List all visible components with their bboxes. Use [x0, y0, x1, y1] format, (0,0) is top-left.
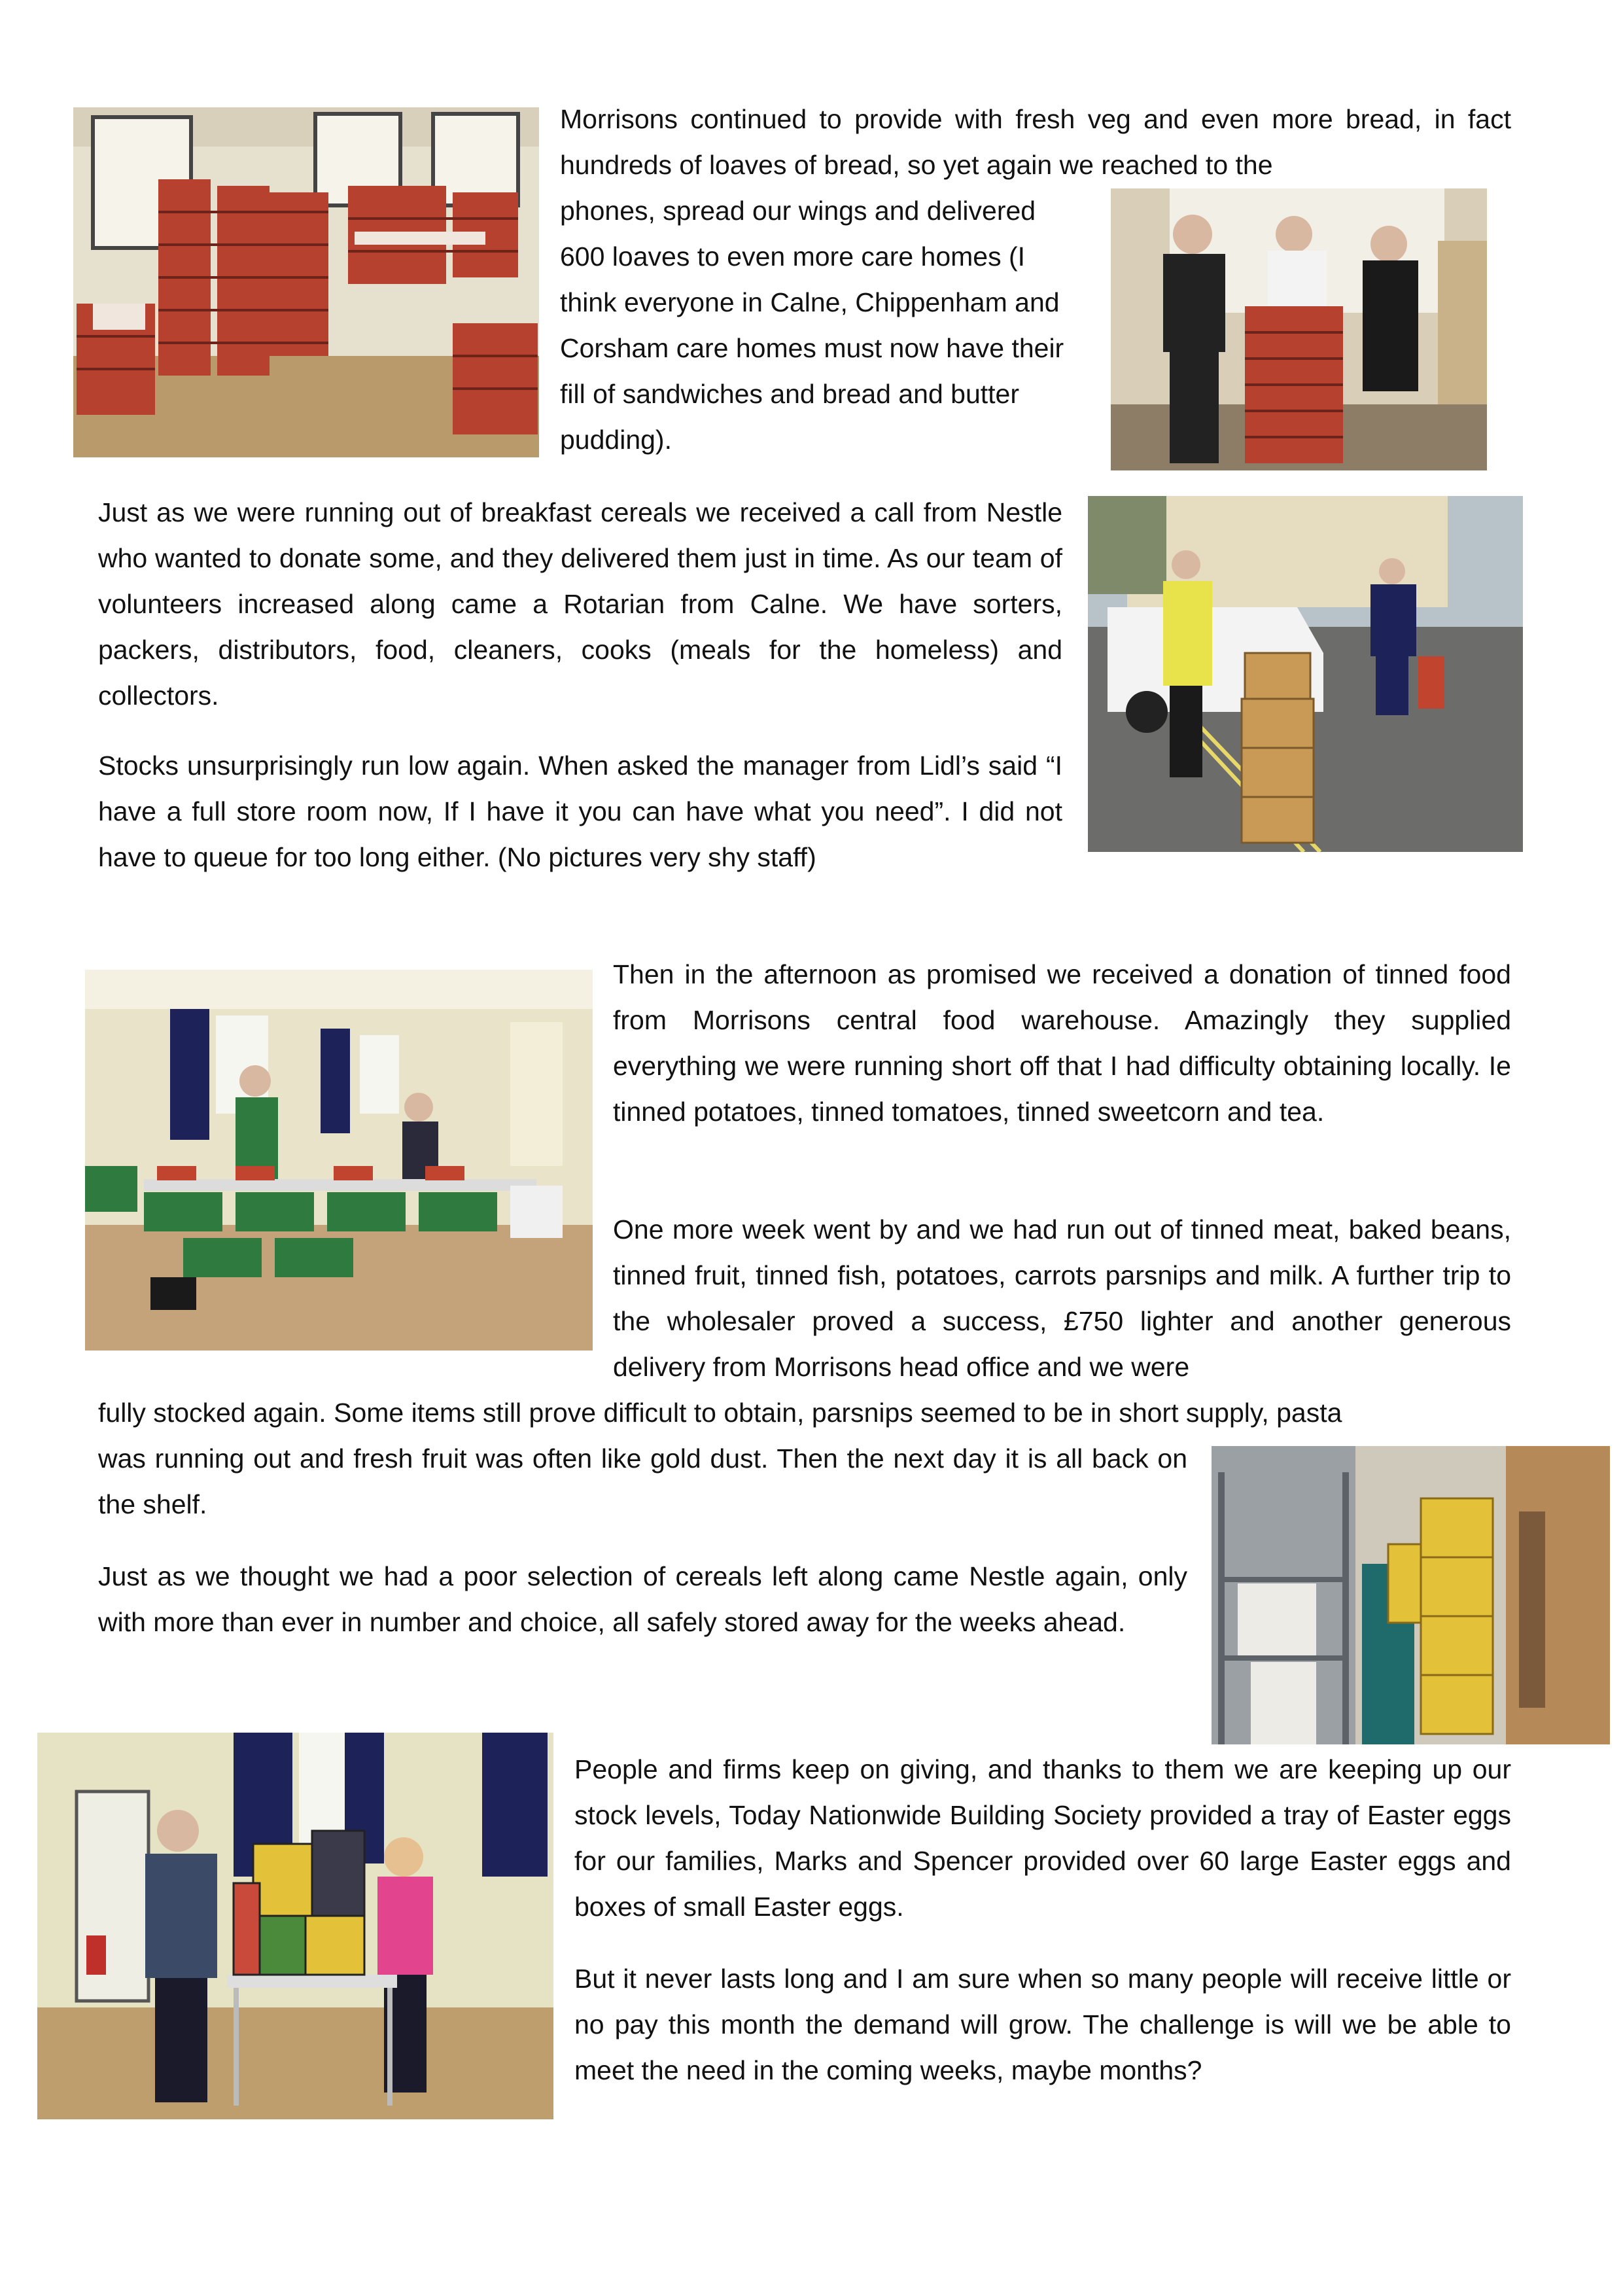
photo-care-home-delivery: [1111, 188, 1487, 470]
paragraph-morrisons-bread: Morrisons continued to provide with fresh veg and even more bread, in fact hundreds of loaves of bread, so yet again we reached to the: [560, 104, 1511, 180]
paragraph-challenge: But it never lasts long and I am sure when so many people will receive little or no pay this month the demand will grow. The challenge is will we be able to meet the need in the coming weeks, maybe months?: [574, 1964, 1511, 2085]
paragraph-nestle-again: Just as we thought we had a poor selection of cereals left along came Nestle again, only with more than ever in number and choice, all safely stored away for the weeks ahead.: [98, 1561, 1187, 1637]
photo-cereal-delivery: [1088, 496, 1523, 852]
photo-easter-eggs: [37, 1733, 553, 2119]
paragraph-another-week-a: One more week went by and we had run out of tinned meat, baked beans, tinned fruit, tinned fish, potatoes, carrots parsnips and milk. A further trip to the wholesaler proved a success, £750 lighter and another generous delivery from Morrisons head office and we were: [613, 1214, 1511, 1382]
paragraph-another-week-c: was running out and fresh fruit was often like gold dust. Then the next day it is all back on the shelf.: [98, 1443, 1187, 1519]
photo-storeroom-shelves: [1212, 1446, 1610, 1744]
photo-bread-crates: [73, 107, 539, 457]
photo-hall-packing: [85, 970, 593, 1351]
paragraph-another-week-b: fully stocked again. Some items still prove difficult to obtain, parsnips seemed to be in short supply, pasta: [98, 1398, 1342, 1428]
paragraph-lidl: Stocks unsurprisingly run low again. When asked the manager from Lidl’s said “I have a full store room now, If I have it you can have what you need”. I did not have to queue for too long either. (No pictures very shy staff): [98, 751, 1062, 872]
paragraph-easter-eggs: People and firms keep on giving, and thanks to them we are keeping up our stock levels, Today Nationwide Building Society provided a tray of Easter eggs for our families, Marks and Spencer provided over 60 large Easter eggs and boxes of small Easter eggs.: [574, 1754, 1511, 1922]
paragraph-tinned-food: Then in the afternoon as promised we received a donation of tinned food from Morrisons central food warehouse. Amazingly they supplied everything we were running short off that I had difficulty obtaining locally. Ie tinned potatoes, tinned tomatoes, tinned sweetcorn and tea.: [613, 959, 1511, 1127]
paragraph-care-homes: phones, spread our wings and delivered 600 loaves to even more care homes (I think everyone in Calne, Chippenham and Corsham care homes must now have their fill of sandwiches and bread and butter pudding).: [560, 196, 1064, 455]
paragraph-nestle-cereals: Just as we were running out of breakfast cereals we received a call from Nestle who wanted to donate some, and they delivered them just in time. As our team of volunteers increased along came a Rotarian from Calne. We have sorters, packers, distributors, food, cleaners, cooks (meals for the homeless) and collectors.: [98, 497, 1062, 711]
